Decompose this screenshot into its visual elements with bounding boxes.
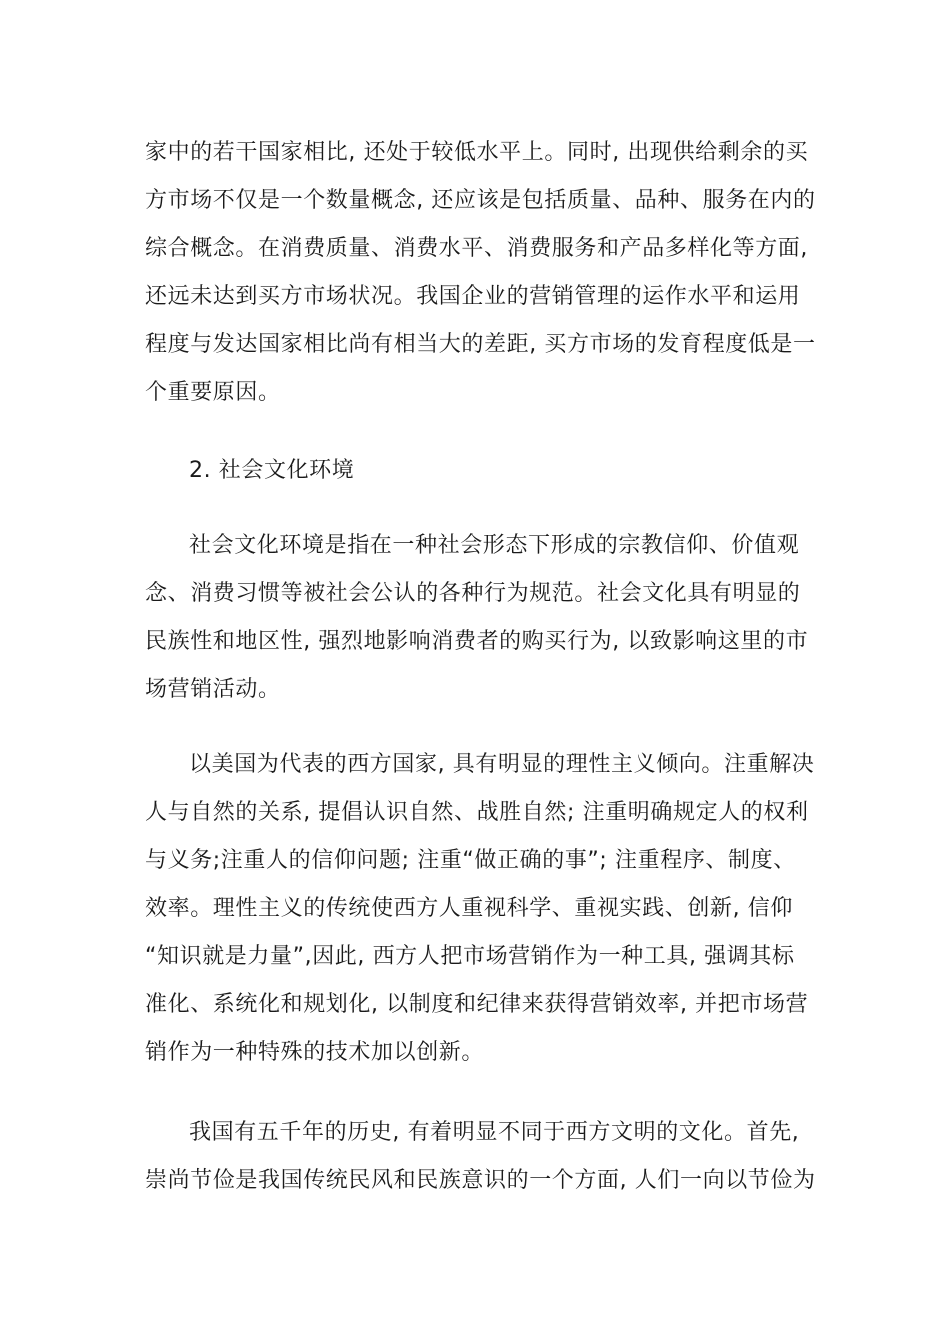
text-line: “知识就是力量”,因此, 西方人把市场营销作为一种工具, 强调其标 (145, 944, 795, 969)
text-line: 销作为一种特殊的技术加以创新。 (145, 1040, 485, 1065)
text-line: 场营销活动。 (145, 677, 281, 702)
text-line: 与义务;注重人的信仰问题; 注重“做正确的事”; 注重程序、制度、 (145, 848, 796, 873)
text-line: 念、消费习惯等被社会公认的各种行为规范。社会文化具有明显的 (145, 581, 801, 606)
text-line: 以美国为代表的西方国家, 具有明显的理性主义倾向。注重解决 (189, 752, 815, 777)
text-line: 个重要原因。 (145, 380, 281, 405)
text-line: 方市场不仅是一个数量概念, 还应该是包括质量、品种、服务在内的 (145, 188, 816, 213)
text-line: 准化、系统化和规划化, 以制度和纪律来获得营销效率, 并把市场营 (145, 992, 809, 1017)
text-line: 效率。理性主义的传统使西方人重视科学、重视实践、创新, 信仰 (145, 896, 793, 921)
section-heading-text: 2. 社会文化环境 (189, 458, 355, 483)
text-line: 崇尚节俭是我国传统民风和民族意识的一个方面, 人们一向以节俭为 (145, 1168, 816, 1193)
text-line: 我国有五千年的历史, 有着明显不同于西方文明的文化。首先, (189, 1120, 800, 1145)
text-line: 家中的若干国家相比, 还处于较低水平上。同时, 出现供给剩余的买 (145, 140, 809, 165)
text-line: 程度与发达国家相比尚有相当大的差距, 买方市场的发育程度低是一 (145, 332, 816, 357)
text-line: 还远未达到买方市场状况。我国企业的营销管理的运作水平和运用 (145, 284, 801, 309)
text-line: 社会文化环境是指在一种社会形态下形成的宗教信仰、价值观 (189, 533, 800, 558)
text-line: 民族性和地区性, 强烈地影响消费者的购买行为, 以致影响这里的市 (145, 629, 809, 654)
text-line: 综合概念。在消费质量、消费水平、消费服务和产品多样化等方面, (145, 236, 808, 261)
text-line: 人与自然的关系, 提倡认识自然、战胜自然; 注重明确规定人的权利 (145, 800, 809, 825)
